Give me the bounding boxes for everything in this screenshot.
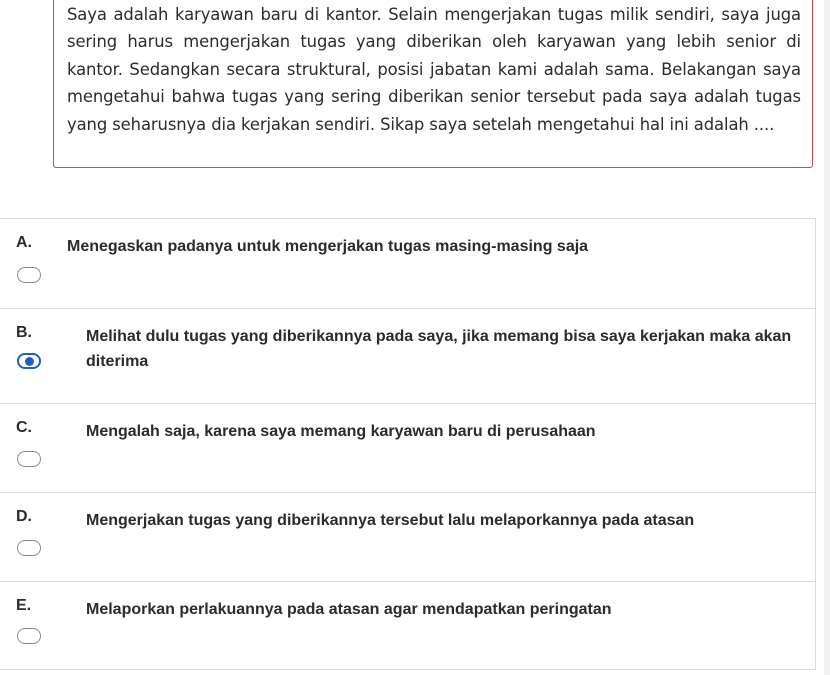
radio-option-c[interactable] [17, 451, 41, 467]
question-text: Saya adalah karyawan baru di kantor. Selain mengerjakan tugas milik sendiri, saya juga sering harus mengerjakan tugas yang diberikan oleh karyawan yang lebih senior di kantor. Sedangkan secara struktural, posisi jabatan kami adalah sama. Belakangan saya mengetahui bahwa tugas yang sering diberikan senior tersebut pada saya adalah tugas yang seharusnya dia kerjakan sendiri. Sikap saya setelah mengetahui hal ini adalah .... [67, 5, 801, 134]
option-letter: D. [16, 508, 32, 525]
option-e[interactable] [0, 582, 815, 670]
option-a[interactable] [0, 219, 815, 309]
option-label: Melihat dulu tugas yang diberikannya pada saya, jika memang bisa saya kerjakan maka akan diterima [86, 328, 792, 370]
option-label: Mengerjakan tugas yang diberikannya tersebut lalu melaporkannya pada atasan [86, 512, 695, 529]
radio-option-a[interactable] [17, 267, 41, 283]
option-d[interactable] [0, 493, 815, 582]
page-scrollbar[interactable] [824, 0, 830, 675]
option-c[interactable] [0, 404, 815, 493]
option-label: Menegaskan padanya untuk mengerjakan tugas masing-masing saja [67, 238, 589, 255]
option-label: Mengalah saja, karena saya memang karyawan baru di perusahaan [86, 423, 596, 440]
radio-option-d[interactable] [17, 540, 41, 556]
option-label: Melaporkan perlakuannya pada atasan agar mendapatkan peringatan [86, 601, 612, 618]
radio-option-e[interactable] [17, 628, 41, 644]
option-b[interactable] [0, 309, 815, 404]
answer-options [0, 218, 816, 670]
option-letter: B. [16, 324, 32, 341]
radio-option-b[interactable] [17, 353, 41, 369]
option-letter: A. [16, 234, 32, 251]
option-letter: E. [16, 597, 32, 614]
option-letter: C. [16, 419, 32, 436]
